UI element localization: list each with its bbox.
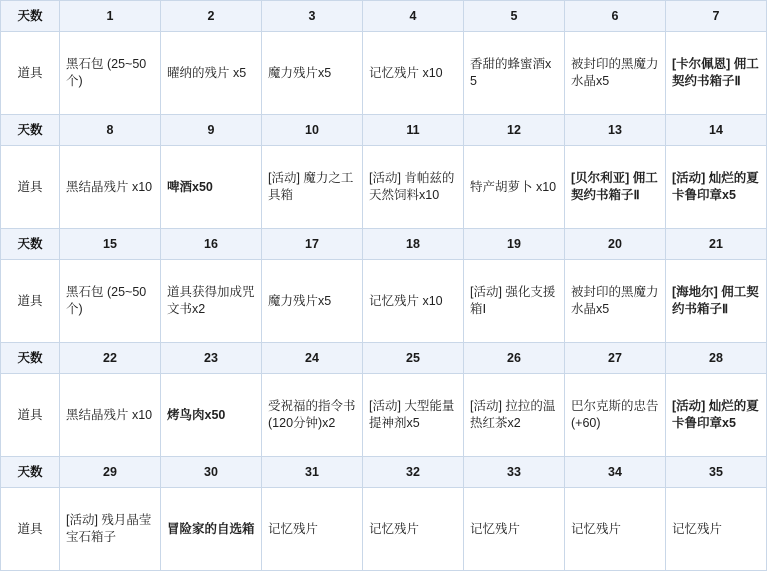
table-row-days: [1, 1, 767, 32]
day-cell: 6: [565, 1, 666, 32]
row-label-day: 天数: [1, 343, 60, 374]
item-cell: 记忆残片: [666, 488, 767, 571]
day-cell: 9: [161, 115, 262, 146]
item-cell: 曜纳的残片 x5: [161, 32, 262, 115]
item-cell: [活动] 肯帕兹的天然饲料x10: [363, 146, 464, 229]
item-cell: [卡尔佩恩] 佣工契约书箱子Ⅱ: [666, 32, 767, 115]
table-row-items: [1, 260, 767, 343]
table-row-items: [1, 146, 767, 229]
row-label-item: 道具: [1, 260, 60, 343]
item-cell: [活动] 残月晶莹宝石箱子: [60, 488, 161, 571]
item-cell: 魔力残片x5: [262, 32, 363, 115]
row-label-day: 天数: [1, 1, 60, 32]
table-row-days: [1, 343, 767, 374]
item-cell: 记忆残片: [464, 488, 565, 571]
row-label-item: 道具: [1, 488, 60, 571]
item-cell: 啤酒x50: [161, 146, 262, 229]
day-cell: 12: [464, 115, 565, 146]
day-cell: 15: [60, 229, 161, 260]
item-cell: 黑结晶残片 x10: [60, 374, 161, 457]
day-cell: 2: [161, 1, 262, 32]
item-cell: [海地尔] 佣工契约书箱子Ⅱ: [666, 260, 767, 343]
row-label-item: 道具: [1, 146, 60, 229]
item-cell: 记忆残片: [262, 488, 363, 571]
table-row-items: [1, 374, 767, 457]
item-cell: [活动] 拉拉的温热红茶x2: [464, 374, 565, 457]
item-cell: 黑石包 (25~50个): [60, 32, 161, 115]
day-cell: 27: [565, 343, 666, 374]
day-cell: 28: [666, 343, 767, 374]
day-cell: 35: [666, 457, 767, 488]
day-cell: 16: [161, 229, 262, 260]
item-cell: 巴尔克斯的忠告(+60): [565, 374, 666, 457]
table-row-days: [1, 457, 767, 488]
item-cell: 记忆残片: [363, 488, 464, 571]
item-cell: 黑结晶残片 x10: [60, 146, 161, 229]
item-cell: 香甜的蜂蜜酒x5: [464, 32, 565, 115]
day-cell: 25: [363, 343, 464, 374]
item-cell: 记忆残片: [565, 488, 666, 571]
day-cell: 13: [565, 115, 666, 146]
item-cell: 被封印的黑魔力水晶x5: [565, 32, 666, 115]
day-cell: 26: [464, 343, 565, 374]
day-cell: 8: [60, 115, 161, 146]
day-cell: 33: [464, 457, 565, 488]
item-cell: [活动] 灿烂的夏卡鲁印章x5: [666, 146, 767, 229]
table-row-items: [1, 32, 767, 115]
item-cell: [贝尔利亚] 佣工契约书箱子Ⅱ: [565, 146, 666, 229]
day-cell: 5: [464, 1, 565, 32]
table-body: [1, 1, 767, 571]
day-cell: 23: [161, 343, 262, 374]
item-cell: 黑石包 (25~50个): [60, 260, 161, 343]
day-cell: 4: [363, 1, 464, 32]
item-cell: [活动] 大型能量提神剂x5: [363, 374, 464, 457]
row-label-day: 天数: [1, 115, 60, 146]
table-row-items: [1, 488, 767, 571]
table-row-days: [1, 115, 767, 146]
day-cell: 17: [262, 229, 363, 260]
item-cell: 烤鸟肉x50: [161, 374, 262, 457]
day-cell: 29: [60, 457, 161, 488]
row-label-day: 天数: [1, 229, 60, 260]
day-cell: 32: [363, 457, 464, 488]
item-cell: 记忆残片 x10: [363, 260, 464, 343]
day-cell: 7: [666, 1, 767, 32]
day-cell: 30: [161, 457, 262, 488]
row-label-day: 天数: [1, 457, 60, 488]
item-cell: 被封印的黑魔力水晶x5: [565, 260, 666, 343]
item-cell: 冒险家的自选箱: [161, 488, 262, 571]
item-cell: 特产胡萝卜 x10: [464, 146, 565, 229]
day-cell: 1: [60, 1, 161, 32]
day-cell: 22: [60, 343, 161, 374]
day-cell: 14: [666, 115, 767, 146]
day-cell: 21: [666, 229, 767, 260]
item-cell: 受祝福的指令书 (120分钟)x2: [262, 374, 363, 457]
day-cell: 31: [262, 457, 363, 488]
item-cell: [活动] 魔力之工具箱: [262, 146, 363, 229]
day-cell: 18: [363, 229, 464, 260]
item-cell: 记忆残片 x10: [363, 32, 464, 115]
day-cell: 20: [565, 229, 666, 260]
row-label-item: 道具: [1, 32, 60, 115]
item-cell: 魔力残片x5: [262, 260, 363, 343]
day-cell: 19: [464, 229, 565, 260]
table-row-days: [1, 229, 767, 260]
item-cell: [活动] 强化支援箱Ⅰ: [464, 260, 565, 343]
day-cell: 3: [262, 1, 363, 32]
day-cell: 10: [262, 115, 363, 146]
day-cell: 34: [565, 457, 666, 488]
row-label-item: 道具: [1, 374, 60, 457]
item-cell: [活动] 灿烂的夏卡鲁印章x5: [666, 374, 767, 457]
item-cell: 道具获得加成咒文书x2: [161, 260, 262, 343]
day-cell: 11: [363, 115, 464, 146]
day-cell: 24: [262, 343, 363, 374]
